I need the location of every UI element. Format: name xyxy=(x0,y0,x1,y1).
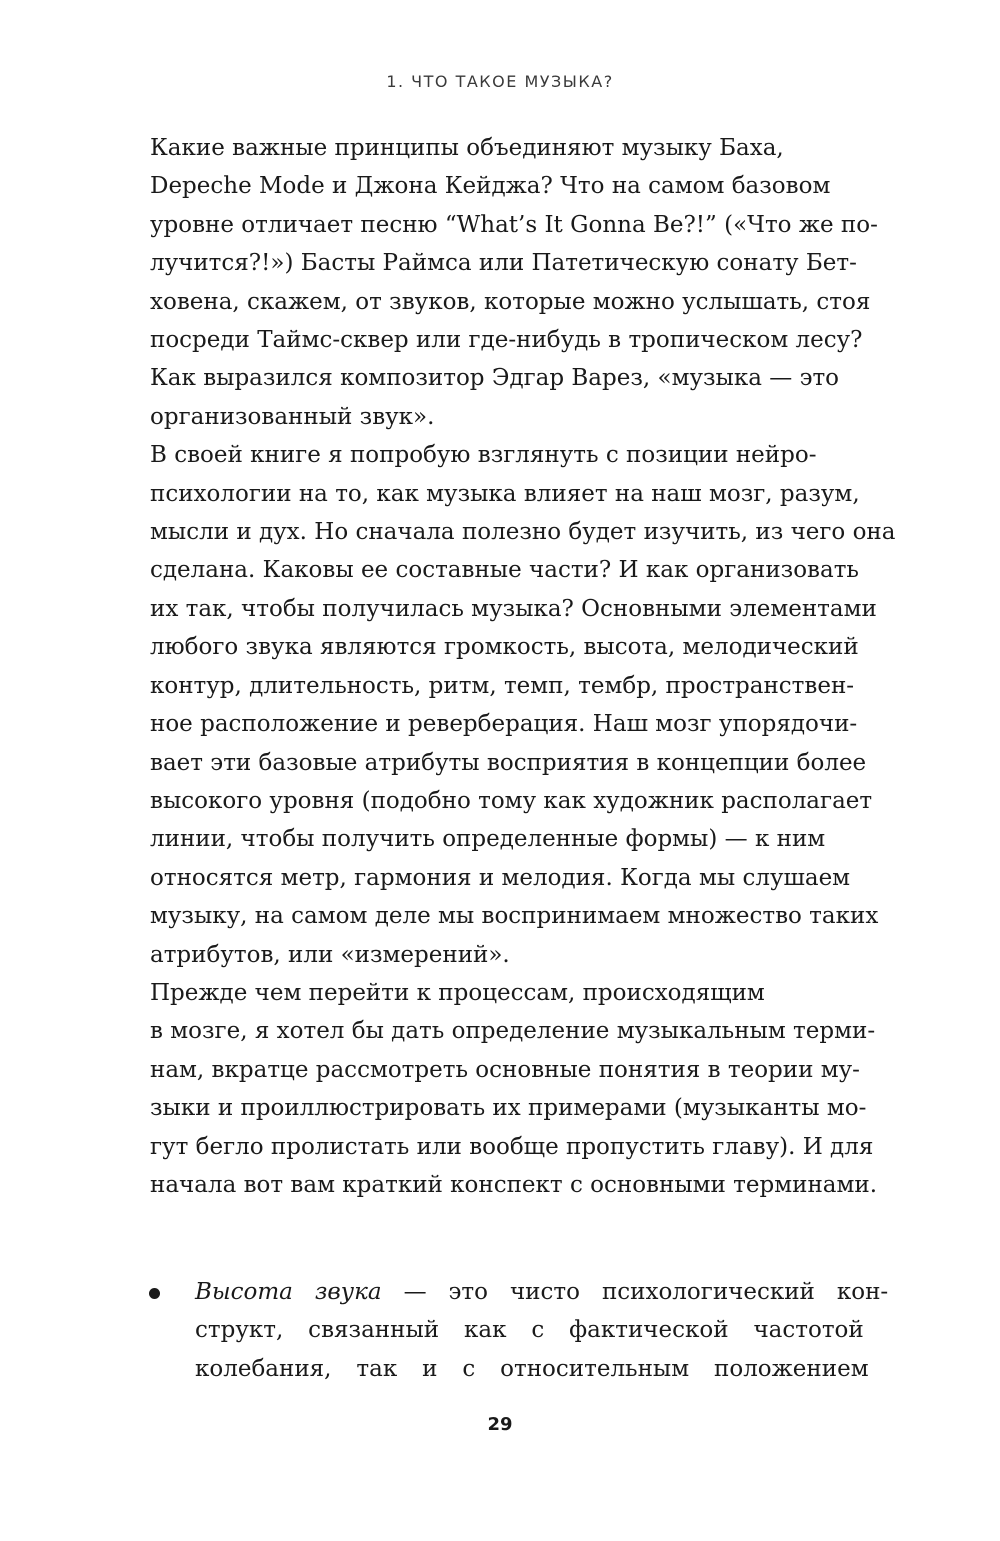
text-line: контур, длительность, ритм, темп, тембр, пространствен- xyxy=(150,672,855,699)
text-line: гут бегло пролистать или вообще пропустить главу). И для xyxy=(150,1133,874,1160)
text-line: их так, чтобы получилась музыка? Основными элементами xyxy=(150,595,877,622)
term: Высота звука xyxy=(195,1279,382,1305)
text-line: уровне отличает песню “What’s It Gonna Be?!” («Что же по- xyxy=(150,211,878,238)
text-line: начала вот вам краткий конспект с основными терминами. xyxy=(150,1171,878,1198)
text-line: сделана. Каковы ее составные части? И как организовать xyxy=(150,557,859,584)
text-line: атрибутов, или «измерений». xyxy=(150,941,510,968)
running-head: 1. ЧТО ТАКОЕ МУЗЫКА? xyxy=(386,72,614,91)
page-number: 29 xyxy=(487,1414,513,1435)
text-line: зыки и проиллюстрировать их примерами (музыканты мо- xyxy=(150,1095,867,1122)
text-line: В своей книге я попробую взглянуть с позиции нейро- xyxy=(150,442,817,469)
text-line: любого звука являются громкость, высота, мелодический xyxy=(150,634,859,661)
text-line: колебания, так и с относительным положением xyxy=(195,1355,869,1382)
list-item xyxy=(107,1273,889,1388)
text-line: в мозге, я хотел бы дать определение музыкальным терми- xyxy=(150,1018,876,1045)
text-line: Какие важные принципы объединяют музыку Баха, xyxy=(150,135,784,161)
paragraph-3 xyxy=(107,974,878,1204)
term-definition: — это чисто психологический кон- xyxy=(381,1279,889,1305)
term-list xyxy=(107,1273,889,1388)
text-line: Depeche Mode и Джона Кейджа? Что на самом базовом xyxy=(150,173,831,200)
text-line: лучится?!») Басты Раймса или Патетическую сонату Бет- xyxy=(150,250,857,277)
text-line: ховена, скажем, от звуков, которые можно услышать, стоя xyxy=(150,288,871,315)
paragraph-1 xyxy=(107,129,878,436)
text-line: высокого уровня (подобно тому как художник располагает xyxy=(150,787,873,814)
text-line: ное расположение и реверберация. Наш мозг упорядочи- xyxy=(150,711,858,738)
main-text xyxy=(107,129,896,1204)
text-line: структ, связанный как с фактической частотой xyxy=(195,1317,864,1344)
text-line xyxy=(195,1273,889,1311)
text-line: нам, вкратце рассмотреть основные понятия в теории му- xyxy=(150,1056,860,1083)
text-line: Прежде чем перейти к процессам, происходящим xyxy=(150,979,765,1006)
text-line: психологии на то, как музыка влияет на наш мозг, разум, xyxy=(150,480,860,507)
text-line: мысли и дух. Но сначала полезно будет изучить, из чего она xyxy=(150,519,896,546)
text-line: линии, чтобы получить определенные формы) — к ним xyxy=(150,826,826,853)
text-line: организованный звук». xyxy=(150,403,435,430)
text-line: вает эти базовые атрибуты восприятия в концепции более xyxy=(150,749,867,776)
text-line: музыку, на самом деле мы воспринимаем множество таких xyxy=(150,903,879,930)
text-line: посреди Таймс-сквер или где-нибудь в тропическом лесу? xyxy=(150,327,863,354)
text-line: Как выразился композитор Эдгар Варез, «музыка — это xyxy=(150,365,840,392)
paragraph-2 xyxy=(107,436,896,974)
text-line: относятся метр, гармония и мелодия. Когда мы слушаем xyxy=(150,864,851,891)
bullet-icon xyxy=(149,1288,160,1299)
